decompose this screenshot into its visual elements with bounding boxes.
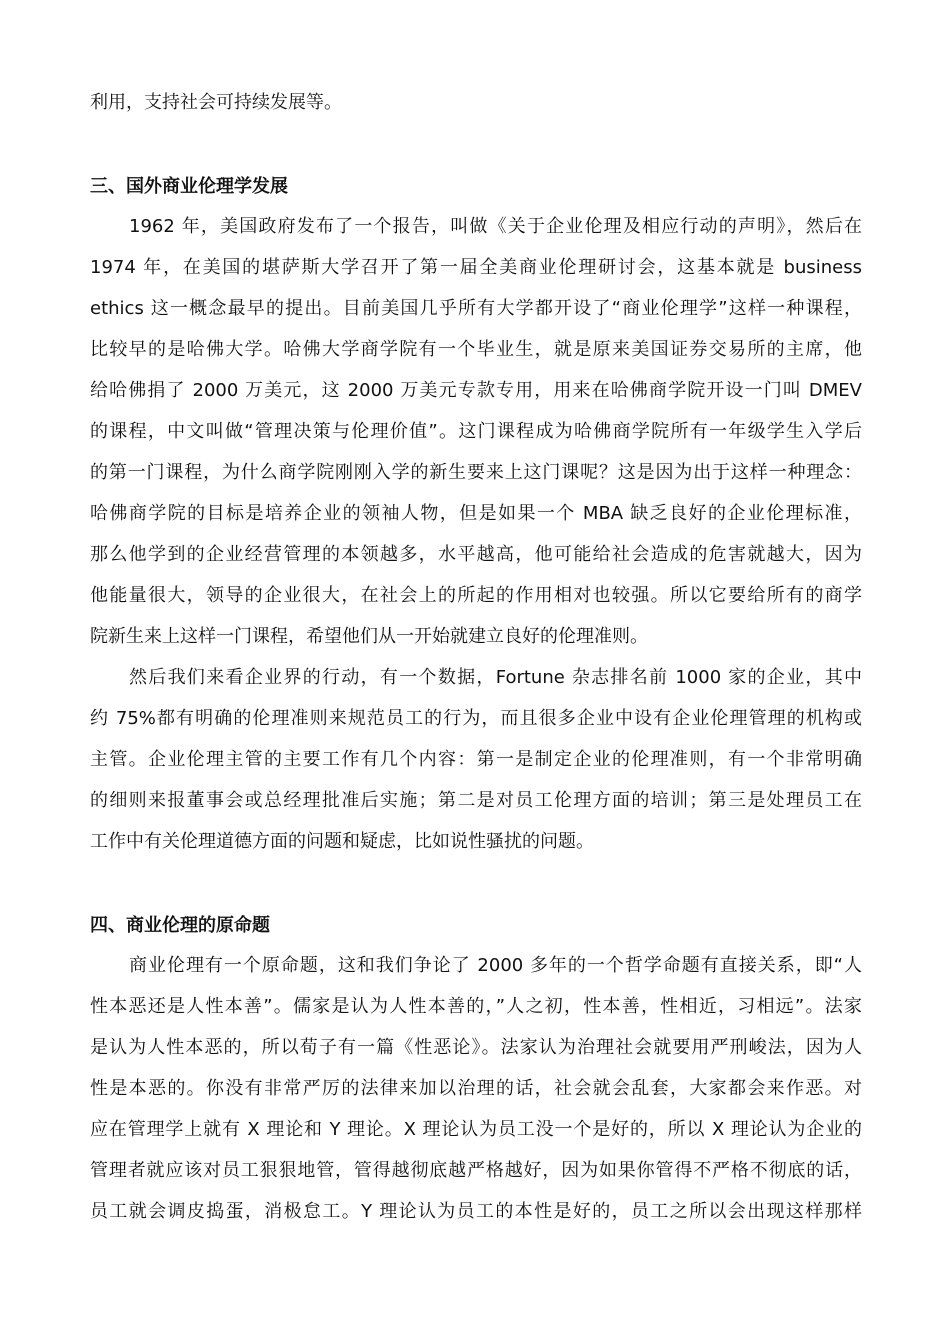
text-line: 性是本恶的。你没有非常严厉的法律来加以治理的话，社会就会乱套，大家都会来作恶。对: [90, 1078, 862, 1099]
text-line: 应在管理学上就有 X 理论和 Y 理论。X 理论认为员工没一个是好的，所以 X 理论认为企业的: [90, 1119, 862, 1140]
text-line: 他能量很大，领导的企业很大，在社会上的所起的作用相对也较强。所以它要给所有的商学: [90, 585, 862, 606]
text-line: 比较早的是哈佛大学。哈佛大学商学院有一个毕业生，就是原来美国证券交易所的主席，他: [90, 339, 862, 360]
text-line: 1962 年，美国政府发布了一个报告，叫做《关于企业伦理及相应行动的声明》，然后在: [129, 216, 862, 237]
section-heading-3: 三、国外商业伦理学发展: [90, 176, 288, 197]
text-line: 的细则来报董事会或总经理批准后实施；第二是对员工伦理方面的培训；第三是处理员工在: [90, 790, 862, 811]
text-line-last: 工作中有关伦理道德方面的问题和疑虑，比如说性骚扰的问题。: [90, 831, 594, 852]
text-line: 那么他学到的企业经营管理的本领越多，水平越高，他可能给社会造成的危害就越大，因为: [90, 544, 862, 565]
text-line: ethics 这一概念最早的提出。目前美国几乎所有大学都开设了“商业伦理学”这样一种课程，: [90, 298, 862, 319]
text-line: 商业伦理有一个原命题，这和我们争论了 2000 多年的一个哲学命题有直接关系，即“人: [129, 955, 862, 976]
paragraph-continuation: 利用，支持社会可持续发展等。: [90, 92, 342, 113]
text-line: 然后我们来看企业界的行动，有一个数据，Fortune 杂志排名前 1000 家的企业，其中: [129, 667, 862, 688]
text-line-last: 院新生来上这样一门课程，希望他们从一开始就建立良好的伦理准则。: [90, 626, 648, 647]
text-line: 的第一门课程，为什么商学院刚刚入学的新生要来上这门课呢？这是因为出于这样一种理念：: [90, 462, 862, 483]
text-line: 性本恶还是人性本善”。儒家是认为人性本善的，”人之初，性本善，性相近，习相远”。法家: [90, 996, 862, 1017]
text-line: 是认为人性本恶的，所以荀子有一篇《性恶论》。法家认为治理社会就要用严刑峻法，因为人: [90, 1037, 862, 1058]
text-line: 的课程，中文叫做“管理决策与伦理价值”。这门课程成为哈佛商学院所有一年级学生入学后: [90, 421, 862, 442]
text-line: 约 75%都有明确的伦理准则来规范员工的行为，而且很多企业中设有企业伦理管理的机构或: [90, 708, 862, 729]
text-line: 哈佛商学院的目标是培养企业的领袖人物，但是如果一个 MBA 缺乏良好的企业伦理标准，: [90, 503, 862, 524]
text-line: 1974 年，在美国的堪萨斯大学召开了第一届全美商业伦理研讨会，这基本就是 business: [90, 257, 862, 278]
section-heading-4: 四、商业伦理的原命题: [90, 915, 270, 936]
text-line: 员工就会调皮捣蛋，消极怠工。Y 理论认为员工的本性是好的，员工之所以会出现这样那样: [90, 1201, 862, 1222]
text-line: 主管。企业伦理主管的主要工作有几个内容：第一是制定企业的伦理准则，有一个非常明确: [90, 749, 862, 770]
text-line: 管理者就应该对员工狠狠地管，管得越彻底越严格越好，因为如果你管得不严格不彻底的话，: [90, 1160, 862, 1181]
text-line: 给哈佛捐了 2000 万美元，这 2000 万美元专款专用，用来在哈佛商学院开设一门叫 DMEV: [90, 380, 862, 401]
